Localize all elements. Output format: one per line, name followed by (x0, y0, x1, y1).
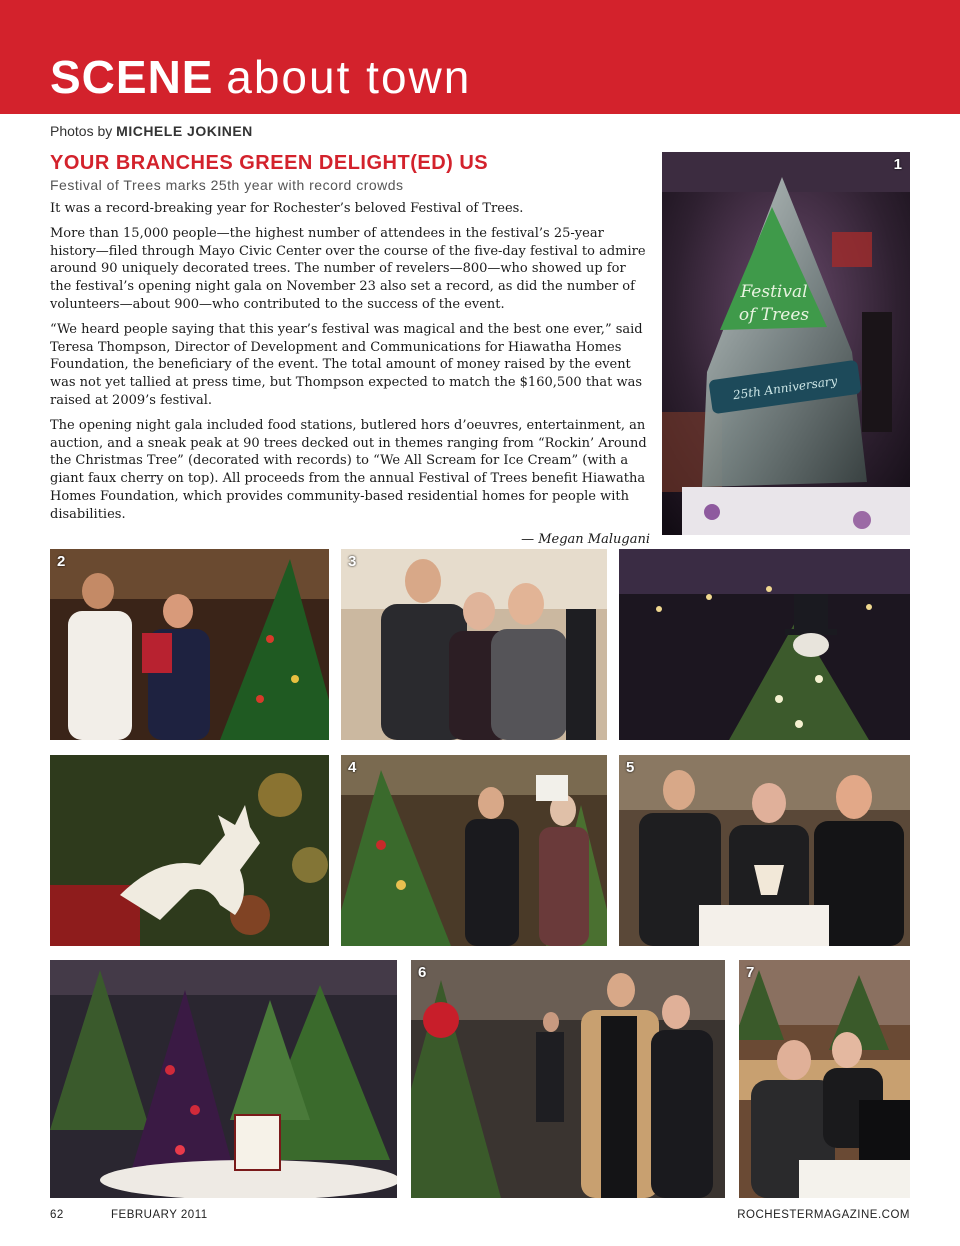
section-title-bold: SCENE (50, 51, 214, 103)
photo-snowman-tree (619, 549, 910, 740)
article-headline: YOUR BRANCHES GREEN DELIGHT(ED) US (50, 152, 489, 174)
photo-two-women-tree (50, 549, 329, 740)
photo-credit-prefix: Photos by (50, 123, 113, 139)
sculpture-text-line2: of Trees (738, 305, 810, 325)
photo-number: 4 (348, 759, 357, 776)
snowman-tree-image (619, 549, 910, 740)
issue-date: FEBRUARY 2011 (111, 1209, 208, 1221)
photographer-name: MICHELE JOKINEN (116, 123, 253, 139)
photo-number: 6 (418, 964, 427, 981)
photo-number: 2 (57, 553, 66, 570)
ice-sculpture-image (662, 152, 910, 535)
section-banner (0, 0, 960, 114)
photo-reindeer-ornament (50, 755, 329, 946)
photo-ice-sculpture (662, 152, 910, 535)
section-title-light: about town (226, 51, 472, 103)
couple-tree-image (411, 960, 725, 1198)
photo-piano-women (739, 960, 910, 1198)
article-paragraph: “We heard people saying that this year’s festival was magical and the best one ever,” said Teresa Thompson, Director of Development and Communications for Hiawatha Homes Foundation, the beneficiary of the event. The total amount of money raised by the event was not yet tallied at press time, but Thompson expected to match the $160,500 that was raised at 2009’s festival. (50, 321, 643, 408)
article-body (50, 200, 650, 548)
article-subhead: Festival of Trees marks 25th year with record crowds (50, 177, 404, 193)
photo-tree-display (50, 960, 397, 1198)
sculpture-text-line1: Festival (740, 282, 808, 302)
website-url: ROCHESTERMAGAZINE.COM (737, 1209, 910, 1221)
photo-number: 3 (348, 553, 357, 570)
two-women-tree-image (50, 549, 329, 740)
photo-number: 1 (893, 156, 902, 173)
article-paragraph: The opening night gala included food stations, butlered hors d’oeuvres, entertainment, an auction, and a sneak peak at 90 trees decked out in themes ranging from “Rockin’ Around the Christmas Tree” (decorated with records) to “We All Scream for Ice Cream” (with a giant faux cherry on top). All proceeds from the annual Festival of Trees benefit Hiawatha Homes Foundation, which provides community-based residential homes for people with disabilities. (50, 417, 647, 522)
photo-couple-tree (411, 960, 725, 1198)
three-men-image (619, 755, 910, 946)
article-byline: — Megan Malugani (521, 531, 650, 547)
article-paragraph: More than 15,000 people—the highest number of attendees in the festival’s 25-year history—filed through Mayo Civic Center over the course of the five-day festival to admire around 90 uniquely decorated trees. The number of revelers—800—who showed up for the festival’s opening night gala on November 23 also set a record, as did the number of volunteers—about 900—who contributed to the success of the event. (50, 225, 646, 312)
page-number: 62 (50, 1209, 64, 1221)
reindeer-ornament-image (50, 755, 329, 946)
article-paragraph: It was a record-breaking year for Rochester’s beloved Festival of Trees. (50, 201, 524, 216)
sculpture-banner-text: 25th Anniversary (732, 373, 839, 403)
three-guests-image (341, 549, 607, 740)
piano-women-image (739, 960, 910, 1198)
tree-display-image (50, 960, 397, 1198)
photo-three-men (619, 755, 910, 946)
section-title (50, 50, 471, 104)
photo-number: 7 (746, 964, 755, 981)
photo-number: 5 (626, 759, 635, 776)
photo-credit (50, 123, 253, 139)
photo-three-guests (341, 549, 607, 740)
photo-two-women-gala (341, 755, 607, 946)
two-women-gala-image (341, 755, 607, 946)
